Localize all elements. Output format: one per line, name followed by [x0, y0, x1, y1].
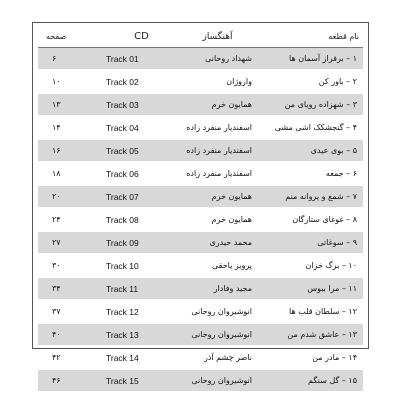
track-title-cell: ۱۳ – عاشق شدم من [262, 323, 363, 346]
composer-cell: ناصر چشم آذر [173, 346, 262, 369]
table-body [38, 48, 363, 393]
page-number-cell: ۲۷ [38, 231, 102, 254]
cd-track-cell: Track 15 [102, 369, 173, 392]
track-title-cell: ۷ – شمع و پروانه منم [262, 185, 363, 208]
header-cd: CD [102, 26, 173, 48]
table-row [38, 208, 363, 231]
table-row [38, 369, 363, 392]
track-title-cell: ۱۲ – سلطان قلب ها [262, 300, 363, 323]
track-title-cell: ۵ – بوی عیدی [262, 139, 363, 162]
track-title-cell: ۸ – غوغای ستارگان [262, 208, 363, 231]
cd-track-cell: Track 07 [102, 185, 173, 208]
page-number-cell: ۱۰ [38, 70, 102, 93]
cd-track-cell: Track 08 [102, 208, 173, 231]
table-row [38, 277, 363, 300]
track-title-cell: ۱ – برفراز آسمان ها [262, 48, 363, 71]
page-number-cell: ۶ [38, 48, 102, 71]
composer-cell: همایون خرم [173, 208, 262, 231]
header-title: نام قطعه [262, 26, 363, 48]
composer-cell: انوشیروان روحانی [173, 369, 262, 392]
table-row [38, 323, 363, 346]
table-row [38, 254, 363, 277]
page-number-cell: ۳۴ [38, 277, 102, 300]
composer-cell: مجید وفادار [173, 277, 262, 300]
page-number-cell: ۱۳ [38, 93, 102, 116]
cd-track-cell: Track 14 [102, 346, 173, 369]
composer-cell: انوشیروان روحانی [173, 323, 262, 346]
composer-cell: پرویز یاحقی [173, 254, 262, 277]
table-row [38, 70, 363, 93]
table-row [38, 162, 363, 185]
composer-cell: محمد حیدری [173, 231, 262, 254]
composer-cell: همایون خرم [173, 93, 262, 116]
composer-cell: همایون خرم [173, 185, 262, 208]
composer-cell: اسفندیار منفرد زاده [173, 162, 262, 185]
table-row [38, 231, 363, 254]
page-number-cell: ۴۰ [38, 323, 102, 346]
track-title-cell: ۳ – شهزاده رویای من [262, 93, 363, 116]
cd-track-cell: Track 03 [102, 93, 173, 116]
track-title-cell: ۱۱ – مرا ببوس [262, 277, 363, 300]
track-title-cell: ۱۵ – گل سنگم [262, 369, 363, 392]
table-row [38, 48, 363, 71]
composer-cell: واروژان [173, 70, 262, 93]
table-row [38, 139, 363, 162]
cd-track-cell: Track 12 [102, 300, 173, 323]
page-number-cell: ۳۷ [38, 300, 102, 323]
track-list-frame [32, 22, 369, 386]
page-number-cell: ۲۴ [38, 208, 102, 231]
composer-cell: انوشیروان روحانی [173, 300, 262, 323]
cd-track-cell: Track 04 [102, 116, 173, 139]
table-header-row [38, 26, 363, 48]
header-page: صفحه [38, 26, 102, 48]
track-table [38, 26, 363, 393]
track-title-cell: ۲ – باور کن [262, 70, 363, 93]
cd-track-cell: Track 09 [102, 231, 173, 254]
cd-track-cell: Track 11 [102, 277, 173, 300]
composer-cell: شهداد روحانی [173, 48, 262, 71]
page-number-cell: ۱۸ [38, 162, 102, 185]
composer-cell: اسفندیار منفرد زاده [173, 139, 262, 162]
track-title-cell: ۹ – سوغاتی [262, 231, 363, 254]
cd-track-cell: Track 13 [102, 323, 173, 346]
cd-track-cell: Track 01 [102, 48, 173, 71]
table-row [38, 116, 363, 139]
cd-track-cell: Track 06 [102, 162, 173, 185]
page-number-cell: ۱۴ [38, 116, 102, 139]
table-row [38, 93, 363, 116]
cd-track-cell: Track 10 [102, 254, 173, 277]
track-title-cell: ۱۰ – برگ خزان [262, 254, 363, 277]
header-composer: آهنگساز [173, 26, 262, 48]
cd-track-cell: Track 05 [102, 139, 173, 162]
table-row [38, 300, 363, 323]
track-title-cell: ۱۴ – مادر من [262, 346, 363, 369]
table-row [38, 346, 363, 369]
track-title-cell: ۶ – جمعه [262, 162, 363, 185]
composer-cell: اسفندیار منفرد زاده [173, 116, 262, 139]
page-number-cell: ۲۰ [38, 185, 102, 208]
track-title-cell: ۴ – گنجشکک اشی مشی [262, 116, 363, 139]
cd-track-cell: Track 02 [102, 70, 173, 93]
page-number-cell: ۴۶ [38, 369, 102, 392]
table-row [38, 185, 363, 208]
page-number-cell: ۴۲ [38, 346, 102, 369]
page-number-cell: ۱۶ [38, 139, 102, 162]
page-number-cell: ۳۰ [38, 254, 102, 277]
